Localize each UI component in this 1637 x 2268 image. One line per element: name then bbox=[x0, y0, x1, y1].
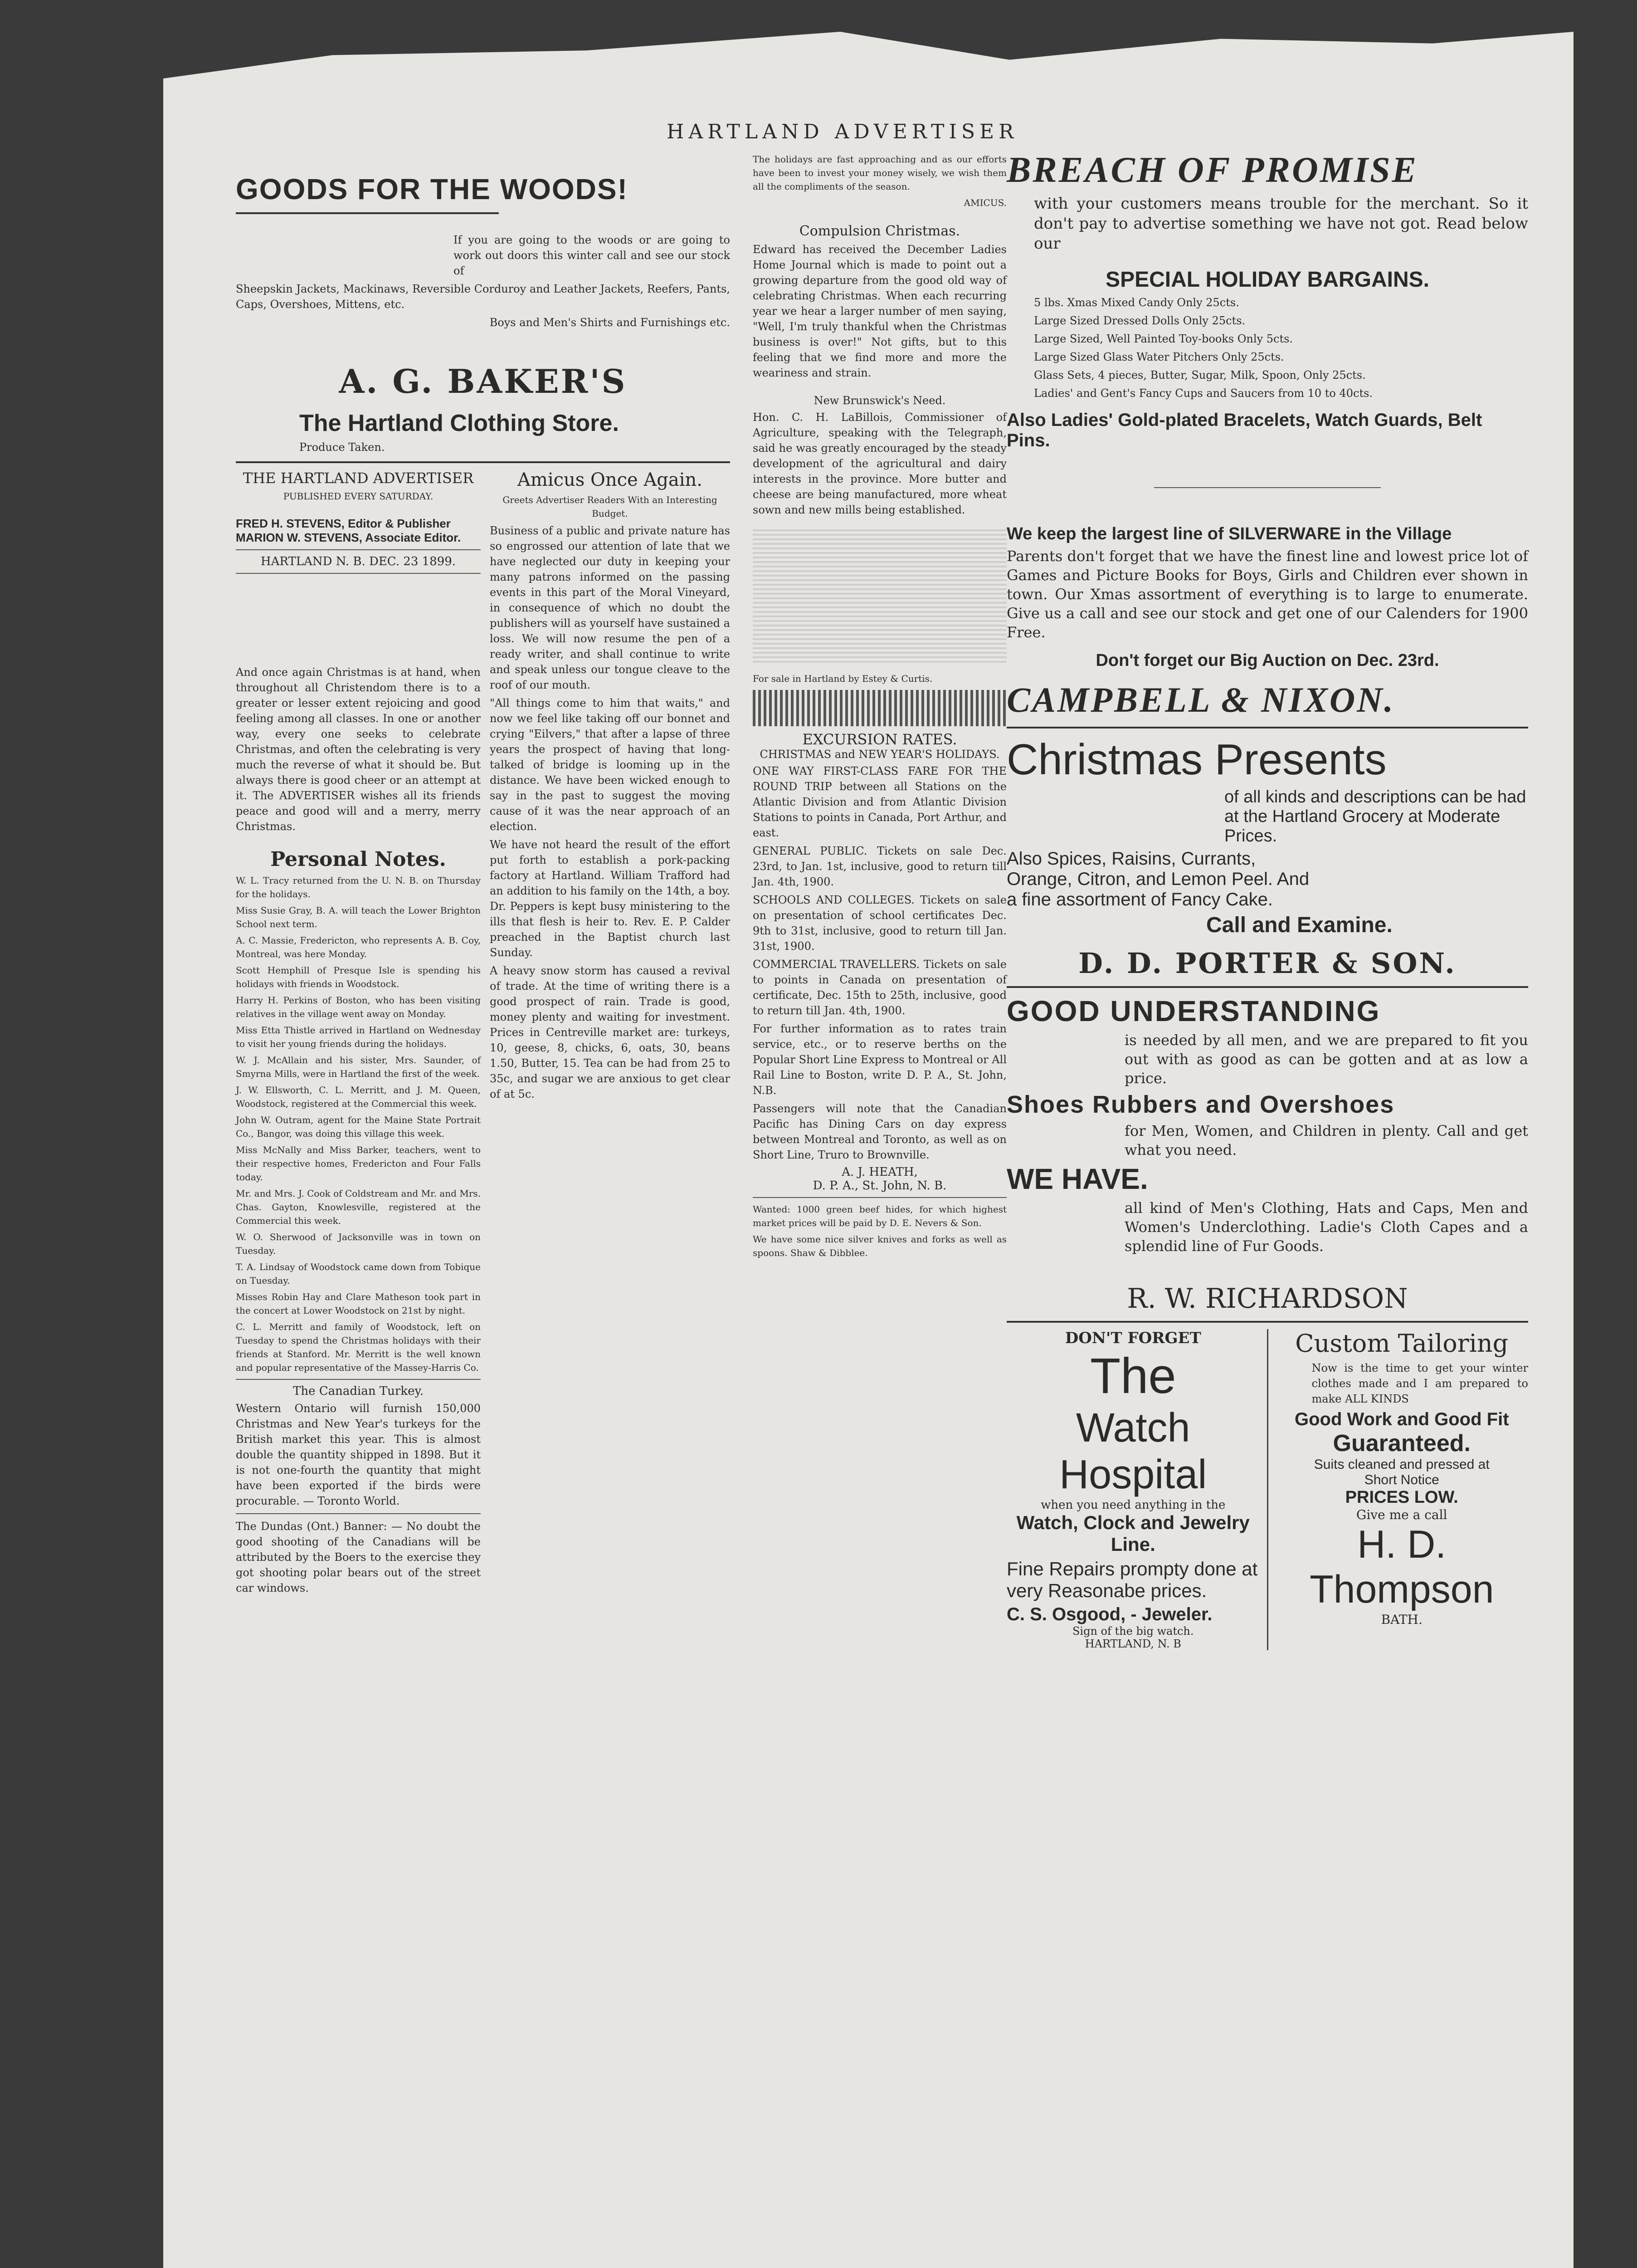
signature-role: D. P. A., St. John, N. B. bbox=[813, 1179, 947, 1193]
personal-notes bbox=[236, 874, 481, 1374]
personal-note: Miss McNally and Miss Barker, teachers, went to their respective homes, Fredericton and Four Falls today. bbox=[236, 1144, 481, 1183]
dateline: HARTLAND N. B. DEC. 23 1899. bbox=[260, 555, 456, 568]
store-note: Produce Taken. bbox=[299, 441, 385, 454]
goods-ad-items: Sheepskin Jackets, Mackinaws, Reversible Corduroy and Leather Jackets, Reefers, Pants, Caps, Overshoes, Mittens, etc. bbox=[236, 283, 730, 311]
good-understanding-text: is needed by all men, and we are prepared to fit you out with as good as can be gotten and at as low a price. bbox=[1125, 1031, 1528, 1087]
amicus-text: Business of a public and private nature has so engrossed our attention of late that we have neglected our duty in keeping your many patrons informed on the passing events in this part of the Moral Vineyard, in consequence of which no doubt the publishers will as yourself have sustained a loss. We will now resume the pen of a ready writer, and shall continue to write and speak unless our tongue cleave to the roof of our mouth. bbox=[490, 524, 730, 691]
personal-note: A. C. Massie, Fredericton, who represents A. B. Coy, Montreal, was here Monday. bbox=[236, 935, 481, 959]
breach-title: BREACH OF PROMISE bbox=[1007, 150, 1418, 190]
personal-note: Harry H. Perkins of Boston, who has been visiting relatives in the village went away on Monday. bbox=[236, 995, 481, 1019]
brunswick-title: New Brunswick's Need. bbox=[814, 394, 946, 407]
divider bbox=[236, 549, 481, 550]
further-info: For further information as to rates train service, etc., or to reserve berths on the Popular Short Line Express to Montreal or All Rail Line to Boston, write D. P. A., St. John, N.B. bbox=[753, 1022, 1007, 1097]
signature-name: A. J. HEATH, bbox=[842, 1165, 918, 1179]
sale-note: For sale in Hartland by Estey & Curtis. bbox=[753, 673, 933, 684]
auction-text: Don't forget our Big Auction on Dec. 23rd. bbox=[1096, 651, 1439, 670]
amicus-text: We have not heard the result of the effort put forth to establish a pork-packing factory at Hartland. William Trafford had an addition to his family on the 14th, a boy. Dr. Peppers is kept busy ministering to the ills that flesh is heir to. Rev. E. P. Calder preached in the Baptist church last Sunday. bbox=[490, 838, 730, 959]
personal-note: Mr. and Mrs. J. Cook of Coldstream and Mr. and Mrs. Chas. Gayton, Knowlesville, registered at the Commercial this week. bbox=[236, 1188, 481, 1226]
column-2 bbox=[490, 469, 730, 1598]
bargain-item: Large Sized Dressed Dolls Only 25cts. bbox=[1034, 314, 1246, 327]
when-need: when you need anything in the bbox=[1041, 1498, 1226, 1512]
store-name: A. G. BAKER'S bbox=[339, 362, 627, 401]
schools: SCHOOLS AND COLLEGES. Tickets on sale on presentation of school certificates Dec. 9th to 31st, inclusive, good to return till Jan. 31st, 1900. bbox=[753, 894, 1007, 953]
brunswick-text: Hon. C. H. LaBillois, Commissioner of Agriculture, speaking with the Telegraph, said he was greatly encouraged by the steady development of the agricultural and dairy interests in the province. More butter and cheese are being manufactured, more wheat sown and new mills being established. bbox=[753, 411, 1007, 516]
paper-published: PUBLISHED EVERY SATURDAY. bbox=[283, 491, 434, 502]
guaranteed: Guaranteed. bbox=[1333, 1430, 1471, 1457]
column-1 bbox=[236, 150, 730, 1598]
christmas-title: Compulsion Christmas. bbox=[799, 223, 960, 239]
divider bbox=[236, 461, 730, 463]
personal-note: J. W. Ellsworth, C. L. Merritt, and J. M. Queen, Woodstock, registered at the Commercial this week. bbox=[236, 1085, 481, 1109]
goods-ad-title: GOODS FOR THE WOODS! bbox=[236, 173, 628, 205]
christmas-presents-title: Christmas Presents bbox=[1007, 735, 1387, 784]
personal-note: Misses Robin Hay and Clare Matheson took part in the concert at Lower Woodstock on 21st by night. bbox=[236, 1291, 481, 1316]
personal-note: W. L. Tracy returned from the U. N. B. on Thursday for the holidays. bbox=[236, 875, 481, 899]
divider bbox=[753, 1197, 1007, 1198]
silverware-text: We keep the largest line of SILVERWARE in the Village bbox=[1007, 524, 1452, 543]
also-text: Also Ladies' Gold-plated Bracelets, Watch Guards, Belt Pins. bbox=[1007, 410, 1482, 450]
we-have-title: WE HAVE. bbox=[1007, 1163, 1148, 1195]
we-have-text: all kind of Men's Clothing, Hats and Caps, Men and Women's Underclothing. Ladie's Cloth Capes and a splendid line of Fur Goods. bbox=[1125, 1199, 1528, 1255]
amicus-title: Amicus Once Again. bbox=[517, 469, 702, 490]
paper-title: THE HARTLAND ADVERTISER bbox=[243, 469, 474, 487]
travellers: COMMERCIAL TRAVELLERS. Tickets on sale to points in Canada on presentation of certificate, Dec. 15th to 25th, inclusive, good to return till Jan. 4th, 1900. bbox=[753, 958, 1007, 1017]
column-3 bbox=[753, 150, 1007, 1262]
illustrated-ad bbox=[753, 527, 1007, 663]
dundas-text: The Dundas (Ont.) Banner: — No doubt the good shooting of the Canadians will be attributed by the Boers to the exercise they got shooting polar bears out of the street car windows. bbox=[236, 1520, 481, 1594]
divider bbox=[1007, 986, 1528, 988]
give-call: Give me a call bbox=[1356, 1507, 1447, 1522]
call-examine: Call and Examine. bbox=[1206, 913, 1393, 937]
excursion-title: EXCURSION RATES. bbox=[802, 731, 957, 748]
tailoring-ad bbox=[1268, 1329, 1529, 1650]
divider bbox=[236, 1513, 481, 1514]
passengers: Passengers will note that the Canadian Pacific has Dining Cars on day express between Montreal and Toronto, as well as on Short Line, Truro to Brownville. bbox=[753, 1102, 1007, 1161]
good-work: Good Work and Good Fit bbox=[1294, 1409, 1509, 1429]
editor-1-role: Editor & Publisher bbox=[348, 517, 451, 530]
watch-the: The bbox=[1090, 1348, 1176, 1404]
bargain-item: Large Sized, Well Painted Toy-books Only 5cts. bbox=[1034, 332, 1293, 345]
spices-text: Also Spices, Raisins, Currants, Orange, Citron, and Lemon Peel. And a fine assortment of Fancy Cake. bbox=[1007, 849, 1310, 909]
prices-low: PRICES LOW. bbox=[1345, 1488, 1458, 1507]
porter-name: D. D. PORTER & SON. bbox=[1078, 947, 1457, 980]
amicus-subtitle: Greets Advertiser Readers With an Interesting Budget. bbox=[502, 494, 717, 519]
divider bbox=[1154, 487, 1381, 488]
masthead: HARTLAND ADVERTISER bbox=[667, 120, 1018, 143]
personal-note: T. A. Lindsay of Woodstock came down from Tobique on Tuesday. bbox=[236, 1261, 481, 1286]
custom-tailoring-title: Custom Tailoring bbox=[1295, 1329, 1509, 1358]
watch-hospital-ad bbox=[1007, 1329, 1268, 1650]
good-understanding-title: GOOD UNDERSTANDING bbox=[1007, 995, 1381, 1027]
editor-2: MARION W. STEVENS, bbox=[236, 531, 362, 544]
turkey-title: The Canadian Turkey. bbox=[292, 1384, 424, 1398]
short-notice: Short Notice bbox=[1364, 1472, 1439, 1487]
dont-forget: DON'T FORGET bbox=[1065, 1329, 1201, 1347]
personal-note: Scott Hemphill of Presque Isle is spending his holidays with friends in Woodstock. bbox=[236, 965, 481, 989]
column-4 bbox=[1007, 150, 1528, 1650]
personal-note: Miss Etta Thistle arrived in Hartland on Wednesday to visit her young friends during the holidays. bbox=[236, 1025, 481, 1049]
christmas-presents-text: of all kinds and descriptions can be had at the Hartland Grocery at Moderate Prices. bbox=[1224, 787, 1526, 846]
personal-note: Miss Susie Gray, B. A. will teach the Lower Brighton School next term. bbox=[236, 905, 481, 929]
store-tagline: The Hartland Clothing Store. bbox=[299, 410, 619, 436]
editor-2-role: Associate Editor. bbox=[365, 531, 461, 544]
top-text: The holidays are fast approaching and as our efforts have been to invest your money wisely, we wish them all the compliments of the season. bbox=[753, 154, 1007, 192]
top-signature: AMICUS. bbox=[964, 197, 1007, 208]
osgood-place: HARTLAND, N. B bbox=[1085, 1637, 1181, 1650]
divider bbox=[236, 573, 481, 574]
wanted-notice: Wanted: 1000 green beef hides, for which highest market prices will be paid by D. E. Nevers & Son. bbox=[753, 1204, 1007, 1228]
bargain-list bbox=[1034, 295, 1528, 401]
personal-note: John W. Outram, agent for the Maine State Portrait Co., Bangor, was doing this village this week. bbox=[236, 1114, 481, 1139]
bargain-item: Large Sized Glass Water Pitchers Only 25cts. bbox=[1034, 351, 1284, 363]
campbell-nixon: CAMPBELL & NIXON. bbox=[1007, 680, 1395, 719]
watch-hospital: Watch Hospital bbox=[1059, 1405, 1207, 1497]
bargain-item: Glass Sets, 4 pieces, Butter, Sugar, Milk, Spoon, Only 25cts. bbox=[1034, 369, 1366, 381]
turkey-text: Western Ontario will furnish 150,000 Christmas and New Year's turkeys for the British market this year. This is almost double the quantity shipped in 1898. But it is not one-fourth the quantity that might have been exported if the birds were procurable. — Toronto World. bbox=[236, 1402, 481, 1507]
general-public: GENERAL PUBLIC. Tickets on sale Dec. 23rd, to Jan. 1st, inclusive, good to return till Jan. 4th, 1900. bbox=[753, 845, 1007, 888]
divider bbox=[236, 212, 499, 214]
thompson-name: H. D. Thompson bbox=[1310, 1523, 1494, 1611]
railway-logo bbox=[753, 690, 1007, 726]
watch-line: Watch, Clock and Jewelry Line. bbox=[1016, 1512, 1250, 1555]
suits-text: Suits cleaned and pressed at bbox=[1314, 1457, 1490, 1472]
shoes-text: for Men, Women, and Children in plenty. Call and get what you need. bbox=[1125, 1122, 1528, 1158]
silver-notice: We have some nice silver knives and forks as well as spoons. Shaw & Dibblee. bbox=[753, 1234, 1007, 1258]
personal-note: C. L. Merritt and family of Woodstock, left on Tuesday to spend the Christmas holidays with their friends at Stanford. Mr. Merritt is the well known and popular representative of the Massey-Harris Co. bbox=[236, 1321, 481, 1373]
editor-1: FRED H. STEVENS, bbox=[236, 517, 345, 530]
editorial-text: And once again Christmas is at hand, when throughout all Christendom there is to a greater or lesser extent rejoicing and good feeling among all classes. In one or another way, every one seeks to celebrate Christmas, and often the celebrating is very much the reverse of what it should be. But always there is good cheer or an attempt at it. The ADVERTISER wishes all its friends peace and good will and a merry, merry Christmas. bbox=[236, 666, 481, 833]
shoes-title: Shoes Rubbers and Overshoes bbox=[1007, 1091, 1395, 1118]
excursion-text: ONE WAY FIRST-CLASS FARE FOR THE ROUND TRIP between all Stations on the Atlantic Division and from Atlantic Division Stations to points in Canada, Port Arthur, and east. bbox=[753, 765, 1007, 839]
breach-text: with your customers means trouble for the merchant. So it don't pay to advertise something we have not got. Read below our bbox=[1034, 195, 1528, 253]
goods-ad-intro: If you are going to the woods or are going to work out doors this winter call and see our stock of bbox=[453, 234, 730, 277]
amicus-text: A heavy snow storm has caused a revival of trade. At the time of writing there is a good prospect of rain. Trade is good, money plenty and waiting for investment. Prices in Centreville market are: turkeys, 10, geese, 8, chicks, 6, oats, 30, beans 1.50, Butter, 15. Tea can be had from 25 to 35c, and sugar we are anxious to get clear of at 5c. bbox=[490, 964, 730, 1100]
personal-notes-title: Personal Notes. bbox=[270, 848, 446, 871]
christmas-text: Edward has received the December Ladies Home Journal which is made to point out a growing departure from the good old way of celebrating Christmas. When each recurring year we hear a larger number of men saying, "Well, I'm truly thankful when the Christmas business is over!" Not gifts, but to this feeling that we find more and more the weariness and strain. bbox=[753, 243, 1007, 379]
repairs-text: Fine Repairs prompty done at very Reasonabe prices. bbox=[1007, 1558, 1258, 1601]
goods-ad-boys: Boys and Men's Shirts and Furnishings etc. bbox=[489, 316, 730, 329]
personal-note: W. O. Sherwood of Jacksonville was in town on Tuesday. bbox=[236, 1232, 481, 1256]
divider bbox=[1007, 727, 1528, 728]
parents-text: Parents don't forget that we have the finest line and lowest price lot of Games and Picture Books for Boys, Girls and Children ever shown in town. Our Xmas assortment of everything is to large to enumerate. Give us a call and see our stock and get one of our Calenders for 1900 Free. bbox=[1007, 547, 1528, 641]
bargain-item: 5 lbs. Xmas Mixed Candy Only 25cts. bbox=[1034, 296, 1239, 309]
osgood-name: C. S. Osgood, - Jeweler. bbox=[1007, 1604, 1213, 1624]
amicus-text: "All things come to him that waits," and now we feel like taking off our bonnet and crying "Eilvers," that after a lapse of three years the prospect of having that long-talked of bridge is looming up in the distance. We have been wicked enough to say in the past to suggest the moving cause of it was the near approach of an election. bbox=[490, 697, 730, 833]
divider bbox=[1007, 1321, 1528, 1323]
bargain-item: Ladies' and Gent's Fancy Cups and Saucers from 10 to 40cts. bbox=[1034, 387, 1373, 400]
bath: BATH. bbox=[1381, 1612, 1423, 1627]
divider bbox=[236, 1379, 481, 1380]
custom-tailoring-text: Now is the time to get your winter clothes made and I am prepared to make ALL KINDS bbox=[1311, 1362, 1528, 1405]
excursion-subtitle: CHRISTMAS and NEW YEAR'S HOLIDAYS. bbox=[760, 748, 1000, 761]
richardson-name: R. W. RICHARDSON bbox=[1127, 1283, 1408, 1315]
osgood-sign: Sign of the big watch. bbox=[1072, 1625, 1194, 1637]
special-title: SPECIAL HOLIDAY BARGAINS. bbox=[1106, 268, 1429, 292]
personal-note: W. J. McAllain and his sister, Mrs. Saunder, of Smyrna Mills, were in Hartland the first of the week. bbox=[236, 1055, 481, 1079]
